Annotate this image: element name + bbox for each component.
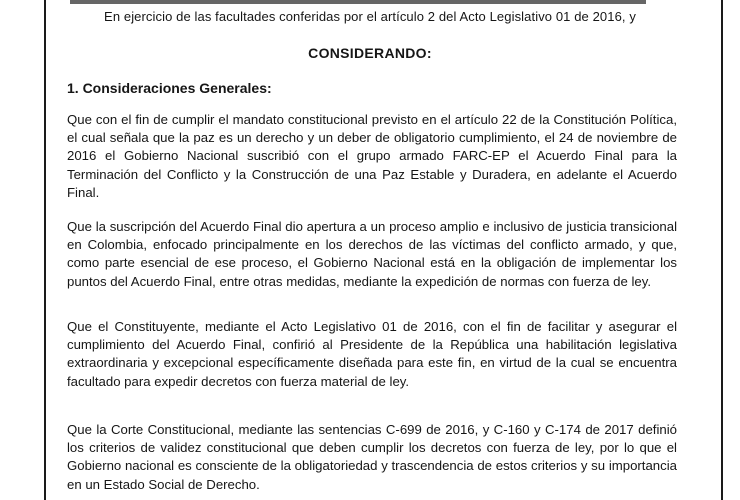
paragraph-3: Que el Constituyente, mediante el Acto Legislativo 01 de 2016, con el fin de facilitar y asegurar el cumplimiento del Acuerdo Final, confirió al Presidente de la República una habilitación legislativa extraordinaria y excepcional específicamente diseñada para este fin, en virtud de la cual se encuentra facultado para expedir decretos con fuerza material de ley. bbox=[67, 319, 677, 389]
page-border-right bbox=[721, 0, 723, 500]
scanned-top-edge bbox=[70, 0, 670, 4]
page-border-left bbox=[44, 0, 46, 500]
considerando-heading: CONSIDERANDO: bbox=[308, 45, 432, 61]
paragraph-2: Que la suscripción del Acuerdo Final dio apertura a un proceso amplio e inclusivo de justicia transicional en Colombia, enfocado principalmente en los derechos de las víctimas del conflicto armado, y que, como parte esencial de ese proceso, el Gobierno Nacional está en la obligación de implementar los puntos del Acuerdo Final, entre otras medidas, mediante la expedición de normas con fuerza de ley. bbox=[67, 219, 677, 289]
paragraph-1: Que con el fin de cumplir el mandato constitucional previsto en el artículo 22 de la Constitución Política, el cual señala que la paz es un derecho y un deber de obligatorio cumplimiento, el 24 de noviembre de 2016 el Gobierno Nacional suscribió con el grupo armado FARC-EP el Acuerdo Final para la Terminación del Conflicto y la Construcción de una Paz Estable y Duradera, en adelante el Acuerdo Final. bbox=[67, 112, 677, 200]
intro-line: En ejercicio de las facultades conferidas por el artículo 2 del Acto Legislativo 01 de 2016, y bbox=[104, 9, 636, 24]
paragraph-4: Que la Corte Constitucional, mediante las sentencias C-699 de 2016, y C-160 y C-174 de 2017 definió los criterios de validez constitucional que deben cumplir los decretos con fuerza de ley, por lo que el Gobierno nacional es consciente de la obligatoriedad y trascendencia de estos criterios y su importancia en un Estado Social de Derecho. bbox=[67, 422, 677, 492]
section-title: 1. Consideraciones Generales: bbox=[67, 80, 272, 96]
